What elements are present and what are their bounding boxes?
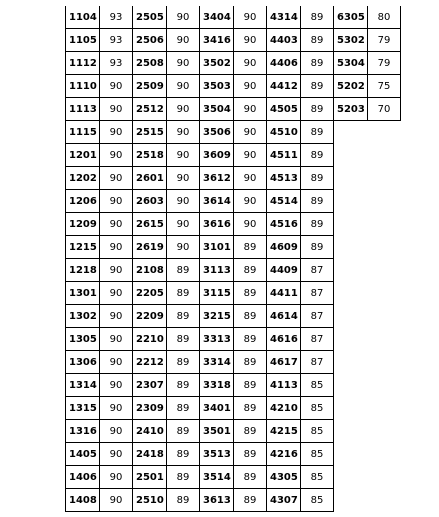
score-cell: 89	[301, 190, 334, 213]
item-code-cell: 1305	[66, 328, 100, 351]
item-code-cell: 2509	[133, 75, 167, 98]
item-code-cell: 2418	[133, 443, 167, 466]
empty-cell	[368, 190, 401, 213]
item-code-cell: 4305	[267, 466, 301, 489]
score-cell: 90	[100, 489, 133, 512]
item-code-cell: 1316	[66, 420, 100, 443]
empty-cell	[368, 236, 401, 259]
item-code-cell: 4617	[267, 351, 301, 374]
empty-cell	[334, 144, 368, 167]
item-code-cell: 3609	[200, 144, 234, 167]
empty-cell	[368, 351, 401, 374]
score-cell: 93	[100, 29, 133, 52]
score-cell: 89	[167, 489, 200, 512]
empty-cell	[334, 489, 368, 512]
item-code-cell: 3314	[200, 351, 234, 374]
item-code-cell: 1105	[66, 29, 100, 52]
score-cell: 89	[234, 328, 267, 351]
table-row	[66, 443, 401, 466]
table-row	[66, 305, 401, 328]
item-code-cell: 1306	[66, 351, 100, 374]
score-cell: 75	[368, 75, 401, 98]
item-code-cell: 3514	[200, 466, 234, 489]
table-row	[66, 351, 401, 374]
score-cell: 89	[234, 420, 267, 443]
score-cell: 90	[100, 75, 133, 98]
item-code-cell: 1406	[66, 466, 100, 489]
table-body	[66, 6, 401, 512]
table-row	[66, 6, 401, 29]
score-cell: 90	[234, 121, 267, 144]
score-cell: 90	[100, 144, 133, 167]
table-row	[66, 98, 401, 121]
score-cell: 89	[234, 282, 267, 305]
item-code-cell: 3401	[200, 397, 234, 420]
item-code-cell: 5202	[334, 75, 368, 98]
item-code-cell: 2108	[133, 259, 167, 282]
empty-cell	[334, 190, 368, 213]
score-cell: 90	[234, 167, 267, 190]
table-row	[66, 374, 401, 397]
score-cell: 90	[100, 98, 133, 121]
table-row	[66, 466, 401, 489]
score-cell: 90	[100, 397, 133, 420]
item-code-cell: 1301	[66, 282, 100, 305]
item-code-cell: 2505	[133, 6, 167, 29]
score-cell: 90	[100, 121, 133, 144]
score-cell: 89	[167, 420, 200, 443]
item-code-cell: 1115	[66, 121, 100, 144]
empty-cell	[334, 167, 368, 190]
score-cell: 89	[234, 466, 267, 489]
item-code-cell: 3313	[200, 328, 234, 351]
score-cell: 90	[100, 374, 133, 397]
score-cell: 90	[100, 305, 133, 328]
table-row	[66, 29, 401, 52]
empty-cell	[334, 236, 368, 259]
score-cell: 87	[301, 282, 334, 305]
item-code-cell: 3612	[200, 167, 234, 190]
score-cell: 89	[234, 489, 267, 512]
item-code-cell: 3416	[200, 29, 234, 52]
score-cell: 90	[167, 98, 200, 121]
score-cell: 89	[301, 121, 334, 144]
empty-cell	[368, 213, 401, 236]
empty-cell	[334, 443, 368, 466]
empty-cell	[368, 144, 401, 167]
item-code-cell: 2603	[133, 190, 167, 213]
item-code-cell: 2515	[133, 121, 167, 144]
item-code-cell: 2210	[133, 328, 167, 351]
item-code-cell: 4511	[267, 144, 301, 167]
empty-cell	[368, 328, 401, 351]
item-code-cell: 1110	[66, 75, 100, 98]
score-cell: 87	[301, 259, 334, 282]
score-cell: 90	[100, 328, 133, 351]
item-code-cell: 4412	[267, 75, 301, 98]
score-cell: 89	[167, 282, 200, 305]
score-cell: 85	[301, 466, 334, 489]
score-cell: 89	[234, 236, 267, 259]
score-cell: 89	[301, 29, 334, 52]
item-code-cell: 3502	[200, 52, 234, 75]
empty-cell	[368, 443, 401, 466]
table-row	[66, 213, 401, 236]
table-row	[66, 190, 401, 213]
score-cell: 89	[167, 443, 200, 466]
score-cell: 90	[167, 75, 200, 98]
item-code-cell: 4514	[267, 190, 301, 213]
score-cell: 87	[301, 305, 334, 328]
item-code-cell: 2518	[133, 144, 167, 167]
item-code-cell: 4616	[267, 328, 301, 351]
score-cell: 90	[100, 282, 133, 305]
score-cell: 90	[234, 52, 267, 75]
score-cell: 90	[100, 259, 133, 282]
item-code-cell: 1218	[66, 259, 100, 282]
empty-cell	[334, 351, 368, 374]
item-code-cell: 1104	[66, 6, 100, 29]
item-code-cell: 3513	[200, 443, 234, 466]
score-cell: 90	[167, 144, 200, 167]
score-cell: 89	[167, 351, 200, 374]
item-code-cell: 4409	[267, 259, 301, 282]
score-cell: 90	[100, 167, 133, 190]
table-row	[66, 236, 401, 259]
item-code-cell: 1302	[66, 305, 100, 328]
item-code-cell: 2601	[133, 167, 167, 190]
score-cell: 90	[167, 121, 200, 144]
empty-cell	[334, 328, 368, 351]
empty-cell	[334, 374, 368, 397]
score-cell: 89	[301, 236, 334, 259]
item-code-cell: 4307	[267, 489, 301, 512]
item-code-cell: 3318	[200, 374, 234, 397]
item-code-cell: 1215	[66, 236, 100, 259]
score-cell: 89	[301, 52, 334, 75]
score-cell: 89	[167, 397, 200, 420]
score-cell: 90	[167, 190, 200, 213]
item-code-cell: 2506	[133, 29, 167, 52]
item-code-cell: 3506	[200, 121, 234, 144]
table-row	[66, 282, 401, 305]
item-code-cell: 4210	[267, 397, 301, 420]
empty-cell	[334, 466, 368, 489]
score-cell: 90	[167, 29, 200, 52]
item-code-cell: 1314	[66, 374, 100, 397]
item-code-cell: 5304	[334, 52, 368, 75]
item-code-cell: 3504	[200, 98, 234, 121]
score-cell: 89	[167, 328, 200, 351]
item-code-cell: 2209	[133, 305, 167, 328]
score-cell: 90	[234, 190, 267, 213]
item-code-cell: 4411	[267, 282, 301, 305]
item-code-cell: 4406	[267, 52, 301, 75]
score-cell: 90	[234, 75, 267, 98]
score-cell: 90	[234, 144, 267, 167]
item-code-cell: 4510	[267, 121, 301, 144]
score-cell: 89	[167, 259, 200, 282]
empty-cell	[368, 466, 401, 489]
score-cell: 85	[301, 420, 334, 443]
score-cell: 90	[234, 98, 267, 121]
item-code-cell: 1209	[66, 213, 100, 236]
score-cell: 80	[368, 6, 401, 29]
item-code-cell: 3616	[200, 213, 234, 236]
item-code-cell: 4216	[267, 443, 301, 466]
score-cell: 90	[234, 6, 267, 29]
item-code-cell: 3503	[200, 75, 234, 98]
table-row	[66, 75, 401, 98]
score-cell: 93	[100, 6, 133, 29]
score-cell: 90	[100, 466, 133, 489]
score-cell: 85	[301, 443, 334, 466]
item-code-cell: 1206	[66, 190, 100, 213]
empty-cell	[334, 282, 368, 305]
empty-cell	[334, 397, 368, 420]
item-code-cell: 2510	[133, 489, 167, 512]
empty-cell	[334, 213, 368, 236]
item-code-cell: 3614	[200, 190, 234, 213]
score-cell: 89	[234, 305, 267, 328]
score-cell: 89	[167, 466, 200, 489]
item-code-cell: 1408	[66, 489, 100, 512]
score-table	[65, 6, 401, 512]
item-code-cell: 1315	[66, 397, 100, 420]
score-cell: 89	[301, 167, 334, 190]
empty-cell	[368, 374, 401, 397]
item-code-cell: 4215	[267, 420, 301, 443]
score-cell: 87	[301, 328, 334, 351]
score-cell: 89	[167, 374, 200, 397]
table-row	[66, 420, 401, 443]
empty-cell	[334, 420, 368, 443]
table-row	[66, 328, 401, 351]
item-code-cell: 3501	[200, 420, 234, 443]
score-cell: 85	[301, 397, 334, 420]
empty-cell	[368, 282, 401, 305]
empty-cell	[368, 259, 401, 282]
item-code-cell: 2410	[133, 420, 167, 443]
empty-cell	[334, 305, 368, 328]
score-cell: 89	[301, 98, 334, 121]
item-code-cell: 3113	[200, 259, 234, 282]
empty-cell	[334, 121, 368, 144]
item-code-cell: 4614	[267, 305, 301, 328]
item-code-cell: 1112	[66, 52, 100, 75]
item-code-cell: 3101	[200, 236, 234, 259]
table-row	[66, 167, 401, 190]
item-code-cell: 4314	[267, 6, 301, 29]
item-code-cell: 2512	[133, 98, 167, 121]
score-cell: 89	[301, 6, 334, 29]
score-cell: 89	[234, 397, 267, 420]
score-cell: 90	[167, 52, 200, 75]
item-code-cell: 2619	[133, 236, 167, 259]
score-cell: 85	[301, 489, 334, 512]
item-code-cell: 4513	[267, 167, 301, 190]
score-cell: 90	[234, 213, 267, 236]
item-code-cell: 2205	[133, 282, 167, 305]
score-cell: 90	[100, 190, 133, 213]
item-code-cell: 2501	[133, 466, 167, 489]
item-code-cell: 3115	[200, 282, 234, 305]
score-cell: 90	[100, 443, 133, 466]
table-row	[66, 489, 401, 512]
score-cell: 90	[167, 213, 200, 236]
score-cell: 89	[301, 144, 334, 167]
score-cell: 90	[234, 29, 267, 52]
score-cell: 90	[100, 351, 133, 374]
score-cell: 89	[234, 443, 267, 466]
empty-cell	[368, 167, 401, 190]
score-cell: 90	[100, 236, 133, 259]
item-code-cell: 2508	[133, 52, 167, 75]
item-code-cell: 1202	[66, 167, 100, 190]
score-cell: 90	[100, 213, 133, 236]
item-code-cell: 1113	[66, 98, 100, 121]
empty-cell	[368, 489, 401, 512]
item-code-cell: 5203	[334, 98, 368, 121]
score-cell: 70	[368, 98, 401, 121]
table-row	[66, 397, 401, 420]
score-cell: 89	[301, 75, 334, 98]
score-cell: 90	[167, 236, 200, 259]
score-cell: 90	[167, 167, 200, 190]
item-code-cell: 2309	[133, 397, 167, 420]
score-cell: 89	[234, 374, 267, 397]
table-row	[66, 259, 401, 282]
item-code-cell: 4505	[267, 98, 301, 121]
item-code-cell: 2212	[133, 351, 167, 374]
item-code-cell: 4113	[267, 374, 301, 397]
empty-cell	[368, 397, 401, 420]
empty-cell	[334, 259, 368, 282]
item-code-cell: 3613	[200, 489, 234, 512]
score-cell: 89	[301, 213, 334, 236]
item-code-cell: 2307	[133, 374, 167, 397]
item-code-cell: 3404	[200, 6, 234, 29]
score-cell: 85	[301, 374, 334, 397]
empty-cell	[368, 121, 401, 144]
table-row	[66, 121, 401, 144]
score-cell: 93	[100, 52, 133, 75]
item-code-cell: 4516	[267, 213, 301, 236]
score-cell: 90	[167, 6, 200, 29]
empty-cell	[368, 420, 401, 443]
item-code-cell: 1201	[66, 144, 100, 167]
item-code-cell: 3215	[200, 305, 234, 328]
table-row	[66, 144, 401, 167]
score-cell: 89	[234, 259, 267, 282]
score-cell: 79	[368, 52, 401, 75]
empty-cell	[368, 305, 401, 328]
item-code-cell: 1405	[66, 443, 100, 466]
score-cell: 90	[100, 420, 133, 443]
score-cell: 87	[301, 351, 334, 374]
item-code-cell: 2615	[133, 213, 167, 236]
score-cell: 79	[368, 29, 401, 52]
item-code-cell: 4403	[267, 29, 301, 52]
score-cell: 89	[167, 305, 200, 328]
item-code-cell: 4609	[267, 236, 301, 259]
score-cell: 89	[234, 351, 267, 374]
table-row	[66, 52, 401, 75]
item-code-cell: 5302	[334, 29, 368, 52]
item-code-cell: 6305	[334, 6, 368, 29]
